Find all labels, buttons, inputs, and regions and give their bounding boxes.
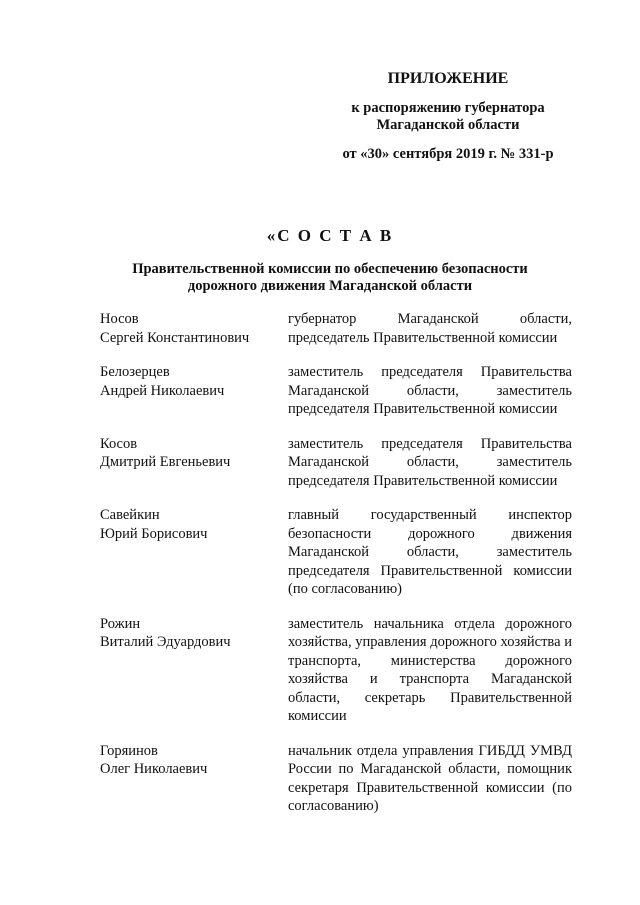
member-name bbox=[100, 435, 288, 491]
member-surname: Савейкин bbox=[100, 507, 160, 523]
appendix-date: от «30» сентября 2019 г. № 331-р bbox=[342, 146, 554, 162]
member-name bbox=[100, 363, 288, 419]
member-given-name: Олег Николаевич bbox=[100, 761, 208, 777]
member-name bbox=[100, 506, 288, 599]
member-surname: Косов bbox=[100, 435, 138, 452]
member-role: заместитель председателя Правительства Магаданской области, заместитель председателя Правительственной комиссии bbox=[288, 435, 572, 489]
members-list bbox=[100, 310, 572, 816]
appendix-title: ПРИЛОЖЕНИЕ bbox=[387, 70, 509, 87]
member-surname: Рожин bbox=[100, 615, 141, 632]
document-subtitle bbox=[70, 261, 590, 295]
member-given-name: Андрей Николаевич bbox=[100, 382, 225, 399]
member-row bbox=[100, 742, 572, 816]
document-subtitle-line-1: Правительственной комиссии по обеспечению безопасности bbox=[132, 261, 528, 277]
member-role: главный государственный инспектор безопасности дорожного движения Магаданской области, заместитель председателя Правительственной комиссии (по согласованию) bbox=[288, 507, 572, 597]
member-row bbox=[100, 363, 572, 419]
appendix-reference bbox=[328, 100, 568, 134]
member-given-name: Виталий Эдуардович bbox=[100, 634, 231, 650]
member-surname: Носов bbox=[100, 311, 139, 327]
document-title-block bbox=[70, 226, 590, 295]
appendix-reference-line-2: Магаданской области bbox=[376, 117, 520, 133]
member-role: заместитель председателя Правительства Магаданской области, заместитель председателя Правительственной комиссии bbox=[288, 364, 572, 417]
member-role: губернатор Магаданской области, председатель Правительственной комиссии bbox=[288, 311, 572, 346]
member-given-name: Дмитрий Евгеньевич bbox=[100, 454, 231, 470]
member-role: заместитель начальника отдела дорожного хозяйства, управления дорожного хозяйства и транспорта, министерства дорожного хозяйства и транспорта Магаданской области, секретарь Правительственной комиссии bbox=[288, 615, 572, 724]
member-name bbox=[100, 310, 288, 347]
member-row bbox=[100, 506, 572, 599]
appendix-reference-line-1: к распоряжению губернатора bbox=[351, 100, 545, 116]
member-given-name: Сергей Константинович bbox=[100, 329, 250, 346]
member-row bbox=[100, 615, 572, 726]
appendix-header bbox=[328, 70, 568, 163]
member-name bbox=[100, 615, 288, 726]
member-given-name: Юрий Борисович bbox=[100, 525, 208, 542]
member-name bbox=[100, 742, 288, 816]
document-subtitle-line-2: дорожного движения Магаданской области bbox=[187, 278, 473, 294]
document-title: «С О С Т А В bbox=[266, 226, 394, 245]
member-row bbox=[100, 310, 572, 347]
member-role: начальник отдела управления ГИБДД УМВД России по Магаданской области, помощник секретаря Правительственной комиссии (по согласованию) bbox=[288, 742, 572, 814]
member-row bbox=[100, 435, 572, 491]
member-surname: Горяинов bbox=[100, 742, 158, 759]
member-surname: Белозерцев bbox=[100, 364, 170, 380]
